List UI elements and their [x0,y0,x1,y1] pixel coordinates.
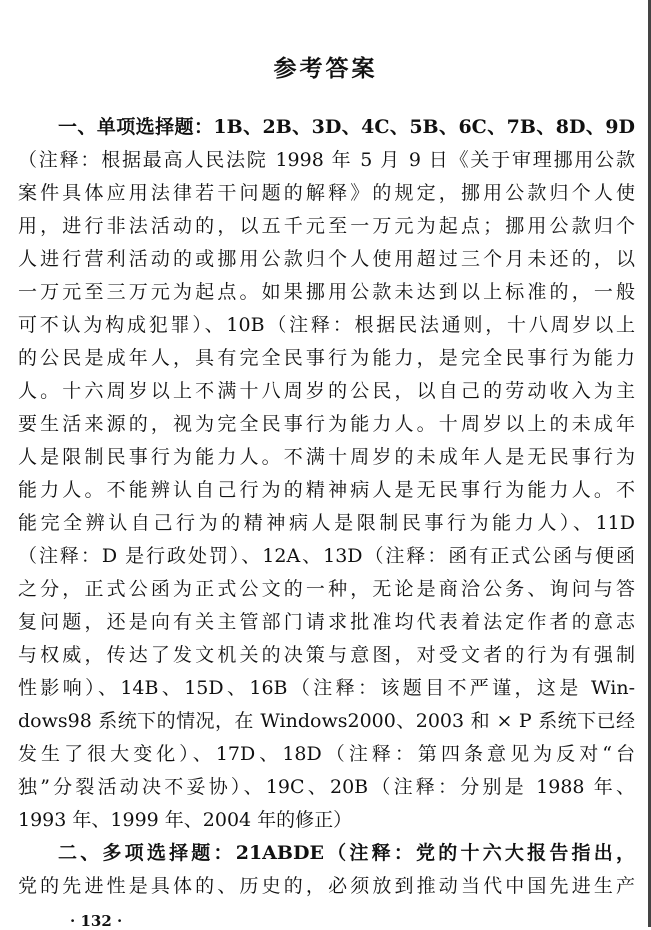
text-line: 发生了很大变化）、17D、18D（注释：第四条意见为反对“台 [18,743,635,765]
page-number: · 132 · [70,912,123,930]
text-line: 用，进行非法活动的，以五千元至一万元为起点；挪用公款归个 [18,215,635,237]
page-title: 参考答案 [273,55,378,82]
text-line: 要生活来源的，视为完全民事行为能力人。十周岁以上的未成年 [18,413,635,435]
text-line: 能力人。不能辨认自己行为的精神病人是无民事行为能力人。不 [18,479,635,501]
text-line: 可不认为构成犯罪）、10B（注释：根据民法通则，十八周岁以上 [18,314,635,336]
text-line: 1993 年、1999 年、2004 年的修正） [18,809,353,831]
text-line: 复问题，还是向有关主管部门请求批准均代表着法定作者的意志 [18,611,635,633]
text-line: 一、单项选择题：1B、2B、3D、4C、5B、6C、7B、8D、9D [58,116,635,138]
text-line: 人是限制民事行为能力人。不满十周岁的未成年人是无民事行为 [18,446,635,468]
text-line: 人。十六周岁以上不满十八周岁的公民，以自己的劳动收入为主 [18,380,635,402]
text-line: 独”分裂活动决不妥协）、19C、20B（注释：分别是 1988 年、 [18,776,635,798]
text-line: dows98 系统下的情况，在 Windows2000、2003 和 × P 系统下已经 [18,710,635,732]
text-line: （注释：根据最高人民法院 1998 年 5 月 9 日《关于审理挪用公款 [18,149,635,171]
text-line: 党的先进性是具体的、历史的，必须放到推动当代中国先进生产 [18,875,635,897]
text-line: 性影响）、14B、15D、16B（注释：该题目不严谨，这是 Win- [18,677,635,699]
text-line: 能完全辨认自己行为的精神病人是限制民事行为能力人）、11D [18,512,635,534]
text-line: 人进行营利活动的或挪用公款归个人使用超过三个月未还的，以 [18,248,635,270]
text-line: 二、多项选择题：21ABDE（注释：党的十六大报告指出， [58,842,635,864]
text-line: 之分，正式公函为正式公文的一种，无论是商洽公务、询问与答 [18,578,635,600]
text-line: 的公民是成年人，具有完全民事行为能力，是完全民事行为能力 [18,347,635,369]
text-line: 一万元至三万元为起点。如果挪用公款未达到以上标准的，一般 [18,281,635,303]
text-line: （注释：D 是行政处罚）、12A、13D（注释：函有正式公函与便函 [18,545,635,567]
text-line: 与权威，传达了发文机关的决策与意图，对受文者的行为有强制 [18,644,635,666]
text-line: 案件具体应用法律若干问题的解释》的规定，挪用公款归个人使 [18,182,635,204]
